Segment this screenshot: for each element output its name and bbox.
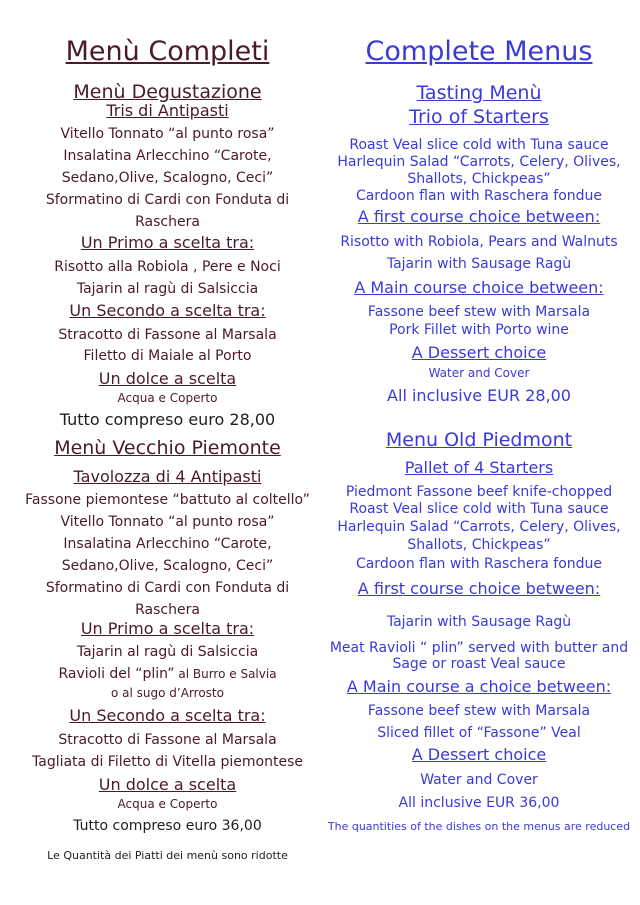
menu-item: Pork Fillet with Porto wine bbox=[389, 322, 569, 338]
menu-item: Raschera bbox=[135, 214, 200, 230]
tasting-cover: Water and Cover bbox=[428, 366, 530, 380]
degustazione-cover: Acqua e Coperto bbox=[117, 391, 218, 405]
italian-title: Menù Completi bbox=[65, 36, 270, 67]
tasting-starters-heading: Trio of Starters bbox=[409, 106, 549, 128]
menu-item: Vitello Tonnato “al punto rosa” bbox=[60, 126, 275, 142]
menu-item: Insalatina Arlecchino “Carote, bbox=[63, 148, 272, 164]
menu-item: Tajarin al ragù di Salsiccia bbox=[76, 281, 259, 297]
tasting-price: All inclusive EUR 28,00 bbox=[387, 386, 571, 405]
italian-footnote: Le Quantità dei Piatti dei menù sono ridotte bbox=[47, 849, 288, 862]
menu-item: Tajarin with Sausage Ragù bbox=[386, 256, 572, 272]
vecchio-cover: Acqua e Coperto bbox=[117, 797, 218, 811]
menu-item: Tagliata di Filetto di Vitella piemontese bbox=[32, 754, 303, 770]
tasting-name: Tasting Menù bbox=[416, 82, 542, 104]
degustazione-dolce-heading: Un dolce a scelta bbox=[98, 369, 237, 388]
menu-item: Vitello Tonnato “al punto rosa” bbox=[60, 514, 275, 530]
degustazione-price: Tutto compreso euro 28,00 bbox=[59, 410, 276, 429]
menu-item: Roast Veal slice cold with Tuna sauce bbox=[349, 137, 609, 153]
menu-item: Harlequin Salad “Carrots, Celery, Olives, bbox=[337, 519, 621, 535]
menu-item bbox=[0, 666, 335, 682]
old-first-heading: A first course choice between: bbox=[357, 579, 601, 598]
menu-item: Risotto with Robiola, Pears and Walnuts bbox=[340, 234, 618, 250]
old-name: Menu Old Piedmont bbox=[385, 429, 573, 451]
english-title: Complete Menus bbox=[365, 36, 593, 67]
menu-item: Risotto alla Robiola , Pere e Noci bbox=[54, 259, 281, 275]
menu-item: Fassone beef stew with Marsala bbox=[367, 703, 591, 719]
menu-item: Meat Ravioli “ plin” served with butter and bbox=[329, 640, 629, 656]
old-price: All inclusive EUR 36,00 bbox=[398, 795, 560, 811]
degustazione-name: Menù Degustazione bbox=[73, 81, 262, 103]
menu-item: Sedano,Olive, Scalogno, Ceci” bbox=[61, 170, 274, 186]
menu-item: Tajarin with Sausage Ragù bbox=[386, 614, 572, 630]
menu-item: Roast Veal slice cold with Tuna sauce bbox=[349, 501, 609, 517]
menu-item-detail: al Burro e Salvia bbox=[174, 667, 277, 681]
vecchio-primo-heading: Un Primo a scelta tra: bbox=[80, 619, 255, 638]
menu-item: Cardoon flan with Raschera fondue bbox=[355, 188, 603, 204]
old-starters-heading: Pallet of 4 Starters bbox=[404, 458, 554, 477]
old-main-heading: A Main course a choice between: bbox=[346, 677, 612, 696]
tasting-main-heading: A Main course choice between: bbox=[354, 278, 604, 297]
menu-item: Cardoon flan with Raschera fondue bbox=[355, 556, 603, 572]
vecchio-starters-heading: Tavolozza di 4 Antipasti bbox=[73, 467, 262, 486]
menu-item: Filetto di Maiale al Porto bbox=[83, 348, 252, 364]
menu-item: Sformatino di Cardi con Fonduta di bbox=[45, 580, 290, 596]
menu-item: Harlequin Salad “Carrots, Celery, Olives, bbox=[337, 154, 621, 170]
menu-item: Sedano,Olive, Scalogno, Ceci” bbox=[61, 558, 274, 574]
degustazione-primo-heading: Un Primo a scelta tra: bbox=[80, 233, 255, 252]
menu-item: Shallots, Chickpeas” bbox=[407, 537, 551, 553]
menu-item: Sformatino di Cardi con Fonduta di bbox=[45, 192, 290, 208]
degustazione-starters-heading: Tris di Antipasti bbox=[106, 101, 229, 120]
menu-item: Insalatina Arlecchino “Carote, bbox=[63, 536, 272, 552]
tasting-dessert-heading: A Dessert choice bbox=[411, 343, 547, 362]
vecchio-name: Menù Vecchio Piemonte bbox=[54, 437, 281, 459]
vecchio-secondo-heading: Un Secondo a scelta tra: bbox=[69, 706, 266, 725]
vecchio-price: Tutto compreso euro 36,00 bbox=[73, 818, 262, 834]
tasting-first-heading: A first course choice between: bbox=[357, 207, 601, 226]
menu-item: Piedmont Fassone beef knife-chopped bbox=[345, 484, 613, 500]
menu-item: Tajarin al ragù di Salsiccia bbox=[76, 644, 259, 660]
english-footnote: The quantities of the dishes on the menus are reduced bbox=[327, 820, 631, 833]
menu-item-name: Ravioli del “plin” bbox=[58, 666, 175, 682]
menu-item: Sliced fillet of “Fassone” Veal bbox=[377, 725, 581, 741]
menu-item: Stracotto di Fassone al Marsala bbox=[58, 327, 277, 343]
menu-item-detail: o al sugo d’Arrosto bbox=[111, 686, 224, 700]
menu-item: Stracotto di Fassone al Marsala bbox=[58, 732, 277, 748]
vecchio-dolce-heading: Un dolce a scelta bbox=[98, 775, 237, 794]
degustazione-secondo-heading: Un Secondo a scelta tra: bbox=[69, 301, 266, 320]
menu-item: Fassone beef stew with Marsala bbox=[367, 304, 591, 320]
old-dessert-heading: A Dessert choice bbox=[411, 745, 547, 764]
menu-item: Shallots, Chickpeas” bbox=[407, 171, 551, 187]
menu-item: Raschera bbox=[135, 602, 200, 618]
menu-item: Fassone piemontese “battuto al coltello” bbox=[25, 492, 310, 508]
menu-item: Sage or roast Veal sauce bbox=[392, 656, 566, 672]
old-cover: Water and Cover bbox=[420, 772, 538, 788]
